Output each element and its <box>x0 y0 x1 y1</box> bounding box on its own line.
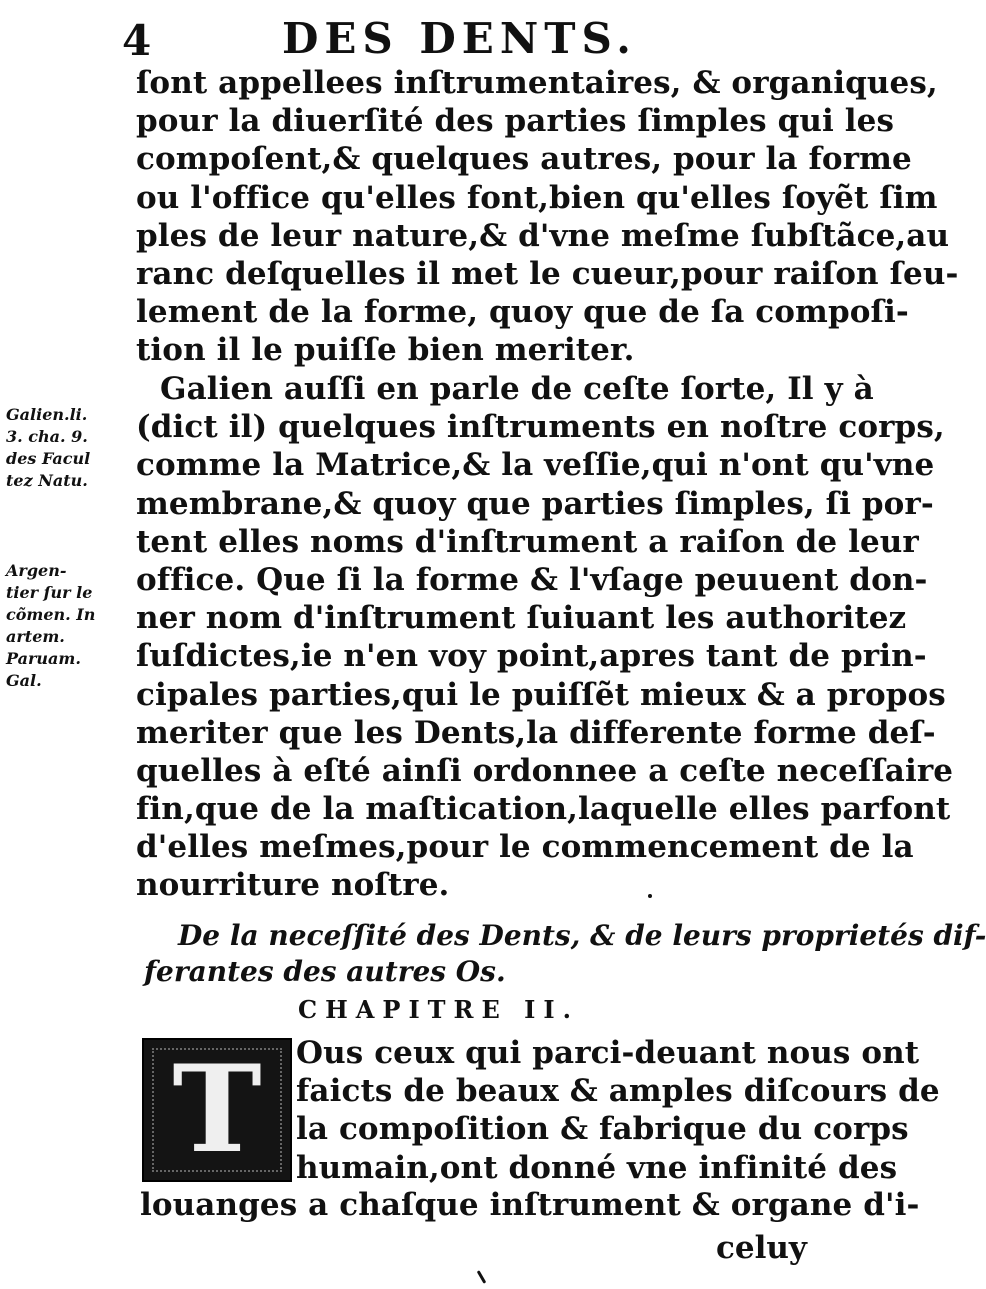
text-line: faicts de beaux & amples diſcours de <box>296 1073 940 1110</box>
running-title: DES DENTS. <box>282 14 637 63</box>
chapter-heading: CHAPITRE II. <box>298 995 579 1024</box>
margin-note-line: Galien.li. <box>6 405 88 424</box>
text-line: nourriture noſtre. <box>136 867 450 904</box>
paragraph-2 <box>136 370 954 905</box>
text-line: la compoſition & fabrique du corps <box>296 1111 909 1148</box>
text-line: d'elles meſmes,pour le commencement de la <box>136 829 914 866</box>
margin-note-line: Paruam. <box>6 649 81 668</box>
text-line: Galien auſſi en parle de ceſte ſorte, Il y à <box>160 371 874 407</box>
text-line: compoſent,& quelques autres, pour la forme <box>136 141 912 178</box>
margin-note-line: des Facul <box>6 449 91 468</box>
text-line: ou l'office qu'elles font,bien qu'elles ſoyẽt ſim <box>136 179 938 216</box>
text-line: comme la Matrice,& la veſſie,qui n'ont qu'vne <box>136 447 935 484</box>
text-line: humain,ont donné vne infinité des <box>296 1149 898 1186</box>
text-line: louanges a chaſque inſtrument & organe d'i- <box>140 1187 920 1223</box>
text-line: (dict il) quelques inſtruments en noſtre corps, <box>136 409 945 446</box>
margin-note-line: cõmen. In <box>6 605 96 624</box>
text-line: ſuſdictes,ie n'en voy point,apres tant de prin- <box>136 638 927 675</box>
text-line: ſont appellees inſtrumentaires, & organiques, <box>136 65 938 101</box>
chapter-continuation <box>140 1186 920 1224</box>
ink-speck <box>477 1270 487 1284</box>
text-line: ner nom d'inſtrument ſuiuant les authoritez <box>136 600 907 637</box>
margin-note-line: Gal. <box>6 671 42 690</box>
section-title-line: ferantes des autres Os. <box>144 955 506 988</box>
text-line: cipales parties,qui le puiſſẽt mieux & a propos <box>136 676 946 713</box>
text-line: tion il le puiſſe bien meriter. <box>136 332 635 369</box>
section-title-line: De la neceſſité des Dents, & de leurs proprietés dif- <box>178 919 986 952</box>
text-line: pour la diuerſité des parties ſimples qui les <box>136 103 895 140</box>
text-line: meriter que les Dents,la differente forme deſ- <box>136 714 936 751</box>
margin-note-galen <box>6 404 90 492</box>
text-line: ples de leur nature,& d'vne meſme ſubſtãce,au <box>136 217 950 254</box>
paragraph-1 <box>136 64 959 370</box>
ink-speck <box>648 894 652 898</box>
margin-note-line: tez Natu. <box>6 471 88 490</box>
text-line: office. Que ſi la forme & l'vſage peuuent don- <box>136 561 928 598</box>
text-line: lement de la forme, quoy que de ſa compoſi- <box>136 294 909 331</box>
text-line: Ous ceux qui parci-deuant nous ont <box>296 1035 920 1071</box>
text-line: tent elles noms d'inſtrument a raiſon de leur <box>136 523 919 560</box>
text-line: quelles à eſté ainſi ordonnee a ceſte neceſſaire <box>136 752 954 789</box>
chapter-opening-lines <box>296 1034 940 1187</box>
drop-cap-letter: T <box>172 1039 262 1180</box>
margin-note-argentier <box>6 560 95 692</box>
text-line: membrane,& quoy que parties ſimples, ſi por- <box>136 485 934 522</box>
margin-note-line: tier ſur le <box>6 583 93 602</box>
catchword: celuy <box>716 1230 807 1266</box>
page-number: 4 <box>122 16 152 65</box>
drop-cap-initial <box>142 1038 292 1182</box>
text-line: ranc deſquelles il met le cueur,pour raiſon ſeu- <box>136 255 959 292</box>
margin-note-line: Argen- <box>6 561 67 580</box>
text-line: fin,que de la maſtication,laquelle elles parfont <box>136 791 951 828</box>
page-header <box>0 14 800 70</box>
margin-note-line: 3. cha. 9. <box>6 427 88 446</box>
margin-note-line: artem. <box>6 627 65 646</box>
